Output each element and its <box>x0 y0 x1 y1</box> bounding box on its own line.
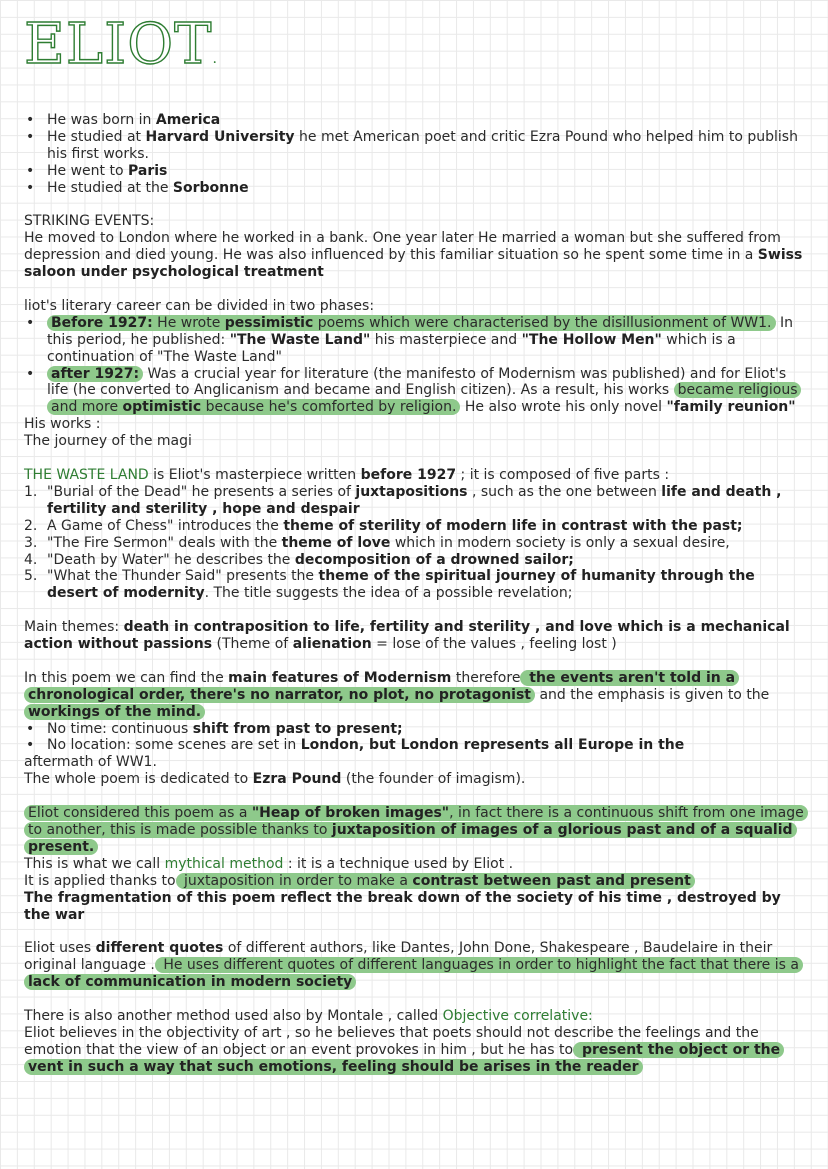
works-label: His works : <box>24 416 101 433</box>
modernism-continued: aftermath of WW1. <box>24 754 157 771</box>
main-themes: Main themes: death in contraposition to life, fertility and sterility , and love which is a mechanical action without passions (Theme of alienation = lose of the values , feeling lost ) <box>24 619 790 653</box>
list-item: 5. "What the Thunder Said" presents the theme of the spiritual journey of humanity through the desert of modernity. The title suggests the idea of a possible revelation; <box>24 568 755 602</box>
phases-intro: liot's literary career can be divided in two phases: <box>24 297 375 314</box>
works-item: The journey of the magi <box>24 433 192 450</box>
dedication: The whole poem is dedicated to Ezra Pound (the founder of imagism). <box>24 771 526 788</box>
list-item: • He went to Paris <box>24 163 804 180</box>
highlight: He uses different quotes of different languages in order to highlight the fact that there is a lack of communication in modern society <box>24 957 803 990</box>
list-item: • Before 1927: He wrote pessimistic poems which were characterised by the disillusionment of WW1. In this period, he published: "The Waste Land" his masterpiece and "The Hollow Men" which is a continuation of "The Waste Land" <box>24 315 804 366</box>
waste-land-parts <box>24 484 804 602</box>
mythical-applied: It is applied thanks to juxtaposition in order to make a contrast between past and present <box>24 873 804 890</box>
list-item: • after 1927: Was a crucial year for literature (the manifesto of Modernism was published) and for Eliot's life (he converted to Anglicanism and became and English citizen). As a result, his works became religious and more optimistic because he's comforted by religion. He also wrote his only novel "family reunion" <box>24 366 804 417</box>
fragmentation: The fragmentation of this poem reflect the break down of the society of his time , destroyed by the war <box>24 889 781 923</box>
list-item: 4. "Death by Water" he describes the decomposition of a drowned sailor; <box>24 551 574 568</box>
highlight: present the object or the vent in such a way that such emotions, feeling should be arises in the reader <box>24 1042 784 1075</box>
objective-heading: There is also another method used also by Montale , called Objective correlative: <box>24 1007 593 1024</box>
highlight: the events aren't told in a chronological order, there's no narrator, no plot, no protagonist <box>24 670 739 703</box>
highlight: became religious and more optimistic because he's comforted by religion. <box>47 382 801 415</box>
modernism-list <box>24 721 804 755</box>
highlight: Before 1927: He wrote pessimistic poems which were characterised by the disillusionment of WW1. <box>47 315 776 331</box>
highlight: after 1927: <box>47 366 143 382</box>
list-item: • No time: continuous shift from past to present; <box>24 721 804 738</box>
highlight: Eliot considered this poem as a "Heap of broken images", in fact there is a continuous shift from one image to another, this is made possible thanks to juxtaposition of images of a glorious past and of a squalid present. <box>24 805 808 855</box>
mythical-method: This is what we call mythical method : it is a technique used by Eliot . <box>24 855 514 872</box>
list-item: 1. "Burial of the Dead" he presents a series of juxtapositions , such as the one between life and death , fertility and sterility , hope and despair <box>24 483 782 517</box>
highlight: juxtaposition in order to make a contrast between past and present <box>176 873 695 889</box>
striking-text: He moved to London where he worked in a bank. One year later He married a woman but she suffered from depression and died young. He was also influenced by this familiar situation so he spent some time in a Swiss saloon under psychological treatment <box>24 230 803 281</box>
phases-list <box>24 315 804 416</box>
page-title: ELIOT. <box>24 12 218 77</box>
list-item: • He studied at Harvard University he met American poet and critic Ezra Pound who helped him to publish his first works. <box>24 129 804 163</box>
list-item: • He studied at the Sorbonne <box>24 180 804 197</box>
waste-land-heading: THE WASTE LAND is Eliot's masterpiece written before 1927 ; it is composed of five parts : <box>24 466 670 483</box>
list-item: 2. A Game of Chess" introduces the theme of sterility of modern life in contrast with the past; <box>24 517 743 534</box>
bio-list <box>24 112 804 197</box>
list-item: • He was born in America <box>24 112 804 129</box>
striking-heading: STRIKING EVENTS: <box>24 213 155 230</box>
notes-page <box>24 14 804 1076</box>
highlight: workings of the mind. <box>24 704 205 720</box>
list-item: • No location: some scenes are set in London, but London represents all Europe in the <box>24 737 804 754</box>
modernism-text: In this poem we can find the main features of Modernism therefore the events aren't told in a chronological order, there's no narrator, no plot, no protagonist and the emphasis is given to the workings of the mind. <box>24 669 770 720</box>
mythical-highlight <box>24 805 804 856</box>
objective-text: Eliot believes in the objectivity of art , so he believes that poets should not describe the feelings and the emotion that the view of an object or an event provokes in him , but he has to present the object or the vent in such a way that such emotions, feeling should be arises in the reader <box>24 1025 804 1076</box>
quotes-text: Eliot uses different quotes of different authors, like Dantes, John Done, Shakespeare , Baudelaire in their original language . He uses different quotes of different languages in order to highlight the fact that there is a lack of communication in modern society <box>24 940 804 991</box>
list-item: 3. "The Fire Sermon" deals with the theme of love which in modern society is only a sexual desire, <box>24 534 730 551</box>
